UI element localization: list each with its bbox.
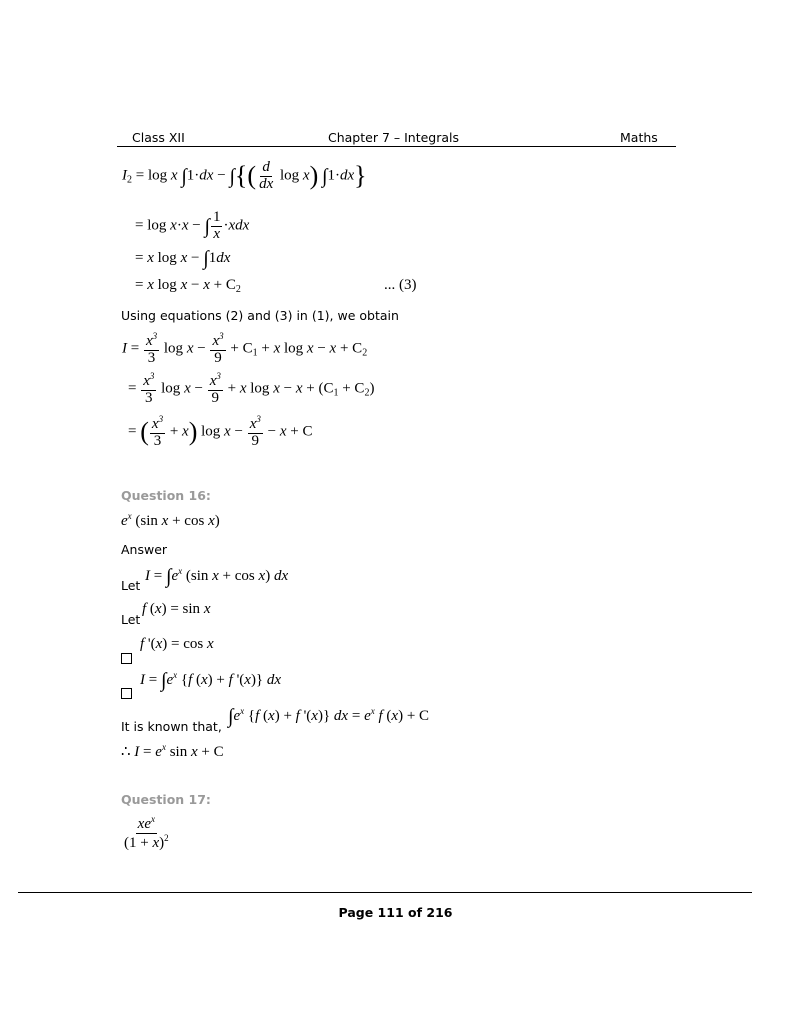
eq-i2-line1: $I_2 = \log x$ ∫1·dx − ∫{( $\frac{d}{dx}$ log x) ∫1·dx}: [122, 159, 367, 192]
eq-q16-fprime: f '(x) = cos x: [140, 636, 214, 652]
header-class: Class XII: [132, 130, 185, 145]
checkbox-glyph-1: [121, 649, 132, 668]
question-16-label: Question 16:: [121, 488, 211, 503]
eq-q16-known: $\int e^x$ {f (x) + f '(x)} dx = $e^x$ f (x) + C: [228, 705, 430, 728]
q17-expression: $\frac{xe^x}{(1 + x)^2}$: [124, 814, 169, 851]
text-let-2: Let: [121, 612, 141, 627]
equation-tag-3: ... (3): [384, 277, 417, 293]
text-known: It is known that,: [121, 719, 222, 734]
page-number: Page 111 of 216: [338, 905, 453, 920]
q16-expression: $e^x$ (sin x + cos x): [121, 511, 220, 529]
header-chapter: Chapter 7 – Integrals: [328, 130, 460, 145]
header-rule: [117, 146, 676, 147]
text-let-1: Let: [121, 578, 141, 593]
footer-rule: [18, 892, 752, 893]
eq-i-line2: = $\frac{x^3}{3}$ log x − $\frac{x^3}{9}$ + x $\log x - x + (C_1 + C_2)$: [128, 371, 375, 406]
eq-i-line3: = ( $\frac{x^3}{3}$ + x) log x − $\frac{x^3}{9}$ − x + C: [128, 414, 313, 449]
text-using-equations: Using equations (2) and (3) in (1), we obtain: [121, 308, 399, 323]
eq-i-line1: I = $\frac{x^3}{3}$ log x − $\frac{x^3}{9}$ + $C_1 + x$ $\log x - x + C_2$: [122, 331, 368, 366]
eq-i2-line4: = x $\log x - x + C_2$: [135, 277, 241, 295]
header-subject: Maths: [620, 130, 658, 145]
eq-q16-result: ∴ $I = e^x$ sin x + C: [121, 742, 224, 760]
eq-i2-line2: = log x·x − ∫ $\frac{1}{x}$ ·xdx: [135, 209, 250, 242]
checkbox-glyph-2: [121, 684, 132, 703]
eq-q16-let-i: $I = \int e^x$ (sin x + cos x) dx: [145, 565, 289, 588]
answer-label: Answer: [121, 542, 168, 557]
eq-q16-i-form: $I = \int e^x$ {f (x) + f '(x)} dx: [140, 669, 282, 692]
question-17-label: Question 17:: [121, 792, 211, 807]
eq-q16-let-f: f (x) = sin x: [142, 601, 211, 617]
eq-i2-line3: = x log x − ∫1dx: [135, 247, 231, 270]
